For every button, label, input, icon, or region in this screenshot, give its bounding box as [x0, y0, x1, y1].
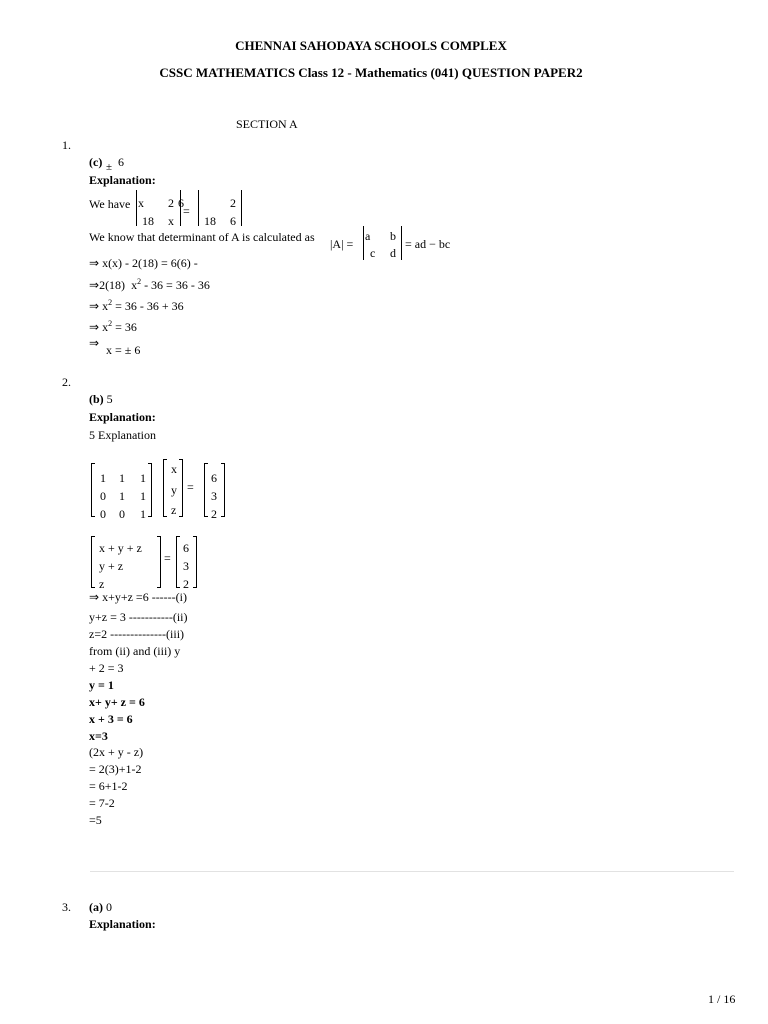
step-line: x(x) - 2(18) = 6(6) - [102, 256, 198, 270]
matrix-cell: 6 [178, 196, 184, 210]
step-text: x [131, 278, 138, 292]
question-number: 1. [62, 138, 71, 152]
calc-line: = 2(3)+1-2 [89, 762, 142, 776]
matrix-cell: b [390, 229, 396, 243]
implies-arrow: ⇒ [89, 299, 100, 313]
implies-arrow: ⇒ [89, 336, 100, 350]
implies-arrow: ⇒ [89, 256, 100, 270]
matrix-cell: x [171, 462, 177, 476]
matrix-cell: 6 [211, 471, 217, 485]
implies-arrow: ⇒ [89, 278, 100, 292]
step-line: + 2 = 3 [89, 661, 124, 675]
matrix-cell: 1 [100, 471, 106, 485]
matrix-cell: 1 [119, 471, 125, 485]
implies-arrow: ⇒ [89, 320, 100, 334]
abs-a-label: |A| = [330, 237, 354, 251]
answer-value: 6 [118, 155, 124, 169]
calc-line: (2x + y - z) [89, 745, 144, 759]
explanation-label: Explanation: [89, 173, 156, 187]
exponent: 2 [108, 298, 113, 307]
matrix-cell: 3 [183, 559, 189, 573]
question-divider [90, 871, 734, 872]
result-line: y = 1 [89, 678, 114, 692]
matrix-cell: 1 [140, 489, 146, 503]
matrix-cell: 18 [142, 214, 154, 228]
step-text: 2(18) [99, 278, 126, 292]
matrix-cell: x [138, 196, 144, 210]
matrix-cell: 2 [230, 196, 236, 210]
matrix-cell: 0 [100, 507, 106, 521]
school-title: CHENNAI SAHODAYA SCHOOLS COMPLEX [235, 38, 507, 53]
matrix-cell: 3 [211, 489, 217, 503]
answer-option: (a) [89, 900, 103, 914]
step-text: - 36 = 36 - 36 [141, 278, 210, 292]
result-line: x+ y+ z = 6 [89, 695, 145, 709]
calc-line: = 7-2 [89, 796, 115, 810]
equation-line: z=2 --------------(iii) [89, 627, 185, 641]
matrix-cell: 1 [140, 471, 146, 485]
matrix-cell: 18 [204, 214, 216, 228]
implies-arrow: ⇒ [89, 590, 100, 604]
answer-option: (c) [89, 155, 103, 169]
matrix-cell: 6 [183, 541, 189, 555]
equals-sign: = [187, 480, 194, 494]
matrix-cell: y + z [99, 559, 124, 573]
matrix-cell: 1 [140, 507, 146, 521]
step-text: = 36 - 36 + 36 [112, 299, 184, 313]
matrix-cell: z [171, 503, 177, 517]
page-number: 1 / 16 [708, 992, 736, 1006]
answer-value: 0 [106, 900, 112, 914]
question-number: 2. [62, 375, 71, 389]
matrix-cell: 0 [100, 489, 106, 503]
step-text: x [102, 299, 109, 313]
equals-sign: = [183, 204, 190, 218]
equation-line: x+y+z =6 ------(i) [102, 590, 187, 604]
equation-line: y+z = 3 -----------(ii) [89, 610, 188, 624]
section-heading: SECTION A [236, 117, 298, 131]
explanation-label: Explanation: [89, 410, 156, 424]
explanation-label: Explanation: [89, 917, 156, 931]
ad-bc-formula: = ad − bc [405, 237, 451, 251]
paper-title: CSSC MATHEMATICS Class 12 - Mathematics (041) QUESTION PAPER2 [159, 65, 583, 80]
step-text: = 36 [112, 320, 137, 334]
calc-line: = 6+1-2 [89, 779, 128, 793]
exponent: 2 [137, 277, 142, 286]
step-text: x [102, 320, 109, 334]
explanation-text: 5 Explanation [89, 428, 156, 442]
result-line: x + 3 = 6 [89, 712, 133, 726]
exponent: 2 [108, 319, 113, 328]
step-line: from (ii) and (iii) y [89, 644, 181, 658]
answer-value: 5 [106, 392, 113, 406]
final-answer: x = ± 6 [106, 343, 141, 357]
matrix-cell: 0 [119, 507, 125, 521]
matrix-cell: 2 [168, 196, 174, 210]
result-line: x=3 [89, 729, 108, 743]
matrix-cell: 6 [230, 214, 236, 228]
matrix-cell: z [99, 577, 105, 591]
matrix-cell: x [168, 214, 174, 228]
determinant-definition-text: We know that determinant of A is calculated as [89, 230, 315, 244]
matrix-cell: 2 [211, 507, 217, 521]
matrix-cell: y [171, 483, 177, 497]
matrix-cell: 1 [119, 489, 125, 503]
calc-line: =5 [89, 813, 102, 827]
we-have-text: We have [89, 197, 131, 211]
matrix-cell: x + y + z [99, 541, 142, 555]
matrix-cell: a [365, 229, 371, 243]
matrix-cell: d [390, 246, 396, 260]
equals-sign: = [164, 551, 171, 565]
question-number: 3. [62, 900, 71, 914]
answer-option: (b) [89, 392, 104, 406]
plus-minus-sign: ± [106, 161, 113, 173]
matrix-cell: c [370, 246, 376, 260]
matrix-cell: 2 [183, 577, 189, 591]
